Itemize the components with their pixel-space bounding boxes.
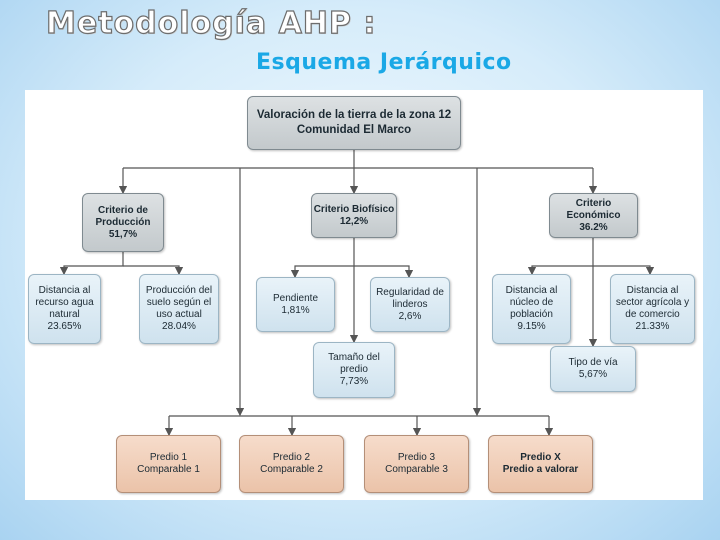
subcriterion-weight: 5,67% (578, 369, 608, 380)
criterion-produccion-box (82, 193, 164, 252)
subcriterion-label: predio (340, 364, 368, 375)
subcriterion-distancia-comercio-box (610, 274, 695, 344)
alternative-label: Predio 1 (149, 452, 188, 463)
criterion-economico-box (549, 193, 638, 238)
subcriterion-weight: 23.65% (47, 321, 82, 332)
alternative-label: Predio X (520, 452, 561, 463)
subcriterion-tipo-via-box (550, 346, 636, 392)
subcriterion-label: Distancia al (38, 285, 91, 296)
subcriterion-label: Tipo de vía (568, 357, 618, 368)
subcriterion-label: Distancia al (626, 285, 679, 296)
subcriterion-label: Regularidad de (376, 286, 444, 298)
subcriterion-weight: 28.04% (162, 321, 196, 332)
alternative-predio-1-box (116, 435, 221, 493)
criterion-label: Criterio (575, 197, 612, 209)
subcriterion-label: linderos (392, 298, 428, 310)
subcriterion-weight: 7,73% (339, 376, 369, 387)
subcriterion-label: población (510, 309, 553, 320)
subcriterion-distancia-poblacion-box (492, 274, 571, 344)
subcriterion-regularidad-box (370, 277, 450, 332)
root-goal-line2: Comunidad El Marco (296, 124, 412, 136)
subcriterion-weight: 9.15% (517, 321, 546, 332)
criterion-label: Producción (95, 216, 151, 228)
criterion-biofisico-box (311, 193, 397, 238)
criterion-label: Criterio de (97, 204, 148, 216)
alternative-label: Comparable 2 (260, 464, 323, 475)
subcriterion-label: Producción del (145, 285, 213, 296)
subcriterion-tamano-box (313, 342, 395, 398)
criterion-label: Criterio Biofísico (313, 203, 395, 215)
root-goal-box (247, 96, 461, 150)
criterion-weight: 36.2% (579, 221, 608, 233)
alternative-predio-x-box (488, 435, 593, 493)
subcriterion-pendiente-box (256, 277, 335, 332)
subcriterion-weight: 21.33% (635, 321, 670, 332)
alternative-label: Comparable 3 (385, 464, 448, 475)
subcriterion-distancia-agua-box (28, 274, 101, 344)
alternative-label: Comparable 1 (137, 464, 200, 475)
subcriterion-label: Distancia al (505, 285, 558, 296)
hierarchy-diagram (25, 90, 703, 500)
subcriterion-weight: 1,81% (281, 304, 310, 316)
criterion-weight: 51,7% (108, 228, 138, 240)
page-title: Metodología AHP : (46, 6, 377, 41)
subcriterion-label: suelo según el (146, 297, 212, 308)
subcriterion-produccion-suelo-box (139, 274, 219, 344)
root-goal-line1: Valoración de la tierra de la zona 12 (256, 109, 452, 121)
criterion-weight: 12,2% (339, 215, 369, 227)
subcriterion-label: recurso agua (35, 297, 94, 308)
subcriterion-label: Pendiente (272, 292, 319, 304)
alternative-label: Predio 3 (397, 452, 436, 463)
page-subtitle: Esquema Jerárquico (256, 50, 512, 75)
subcriterion-label: de comercio (625, 309, 680, 320)
alternative-predio-3-box (364, 435, 469, 493)
subcriterion-label: Tamaño del (328, 352, 380, 363)
subcriterion-weight: 2,6% (398, 310, 422, 322)
subcriterion-label: núcleo de (509, 297, 554, 308)
alternative-label: Predio a valorar (502, 464, 579, 475)
subcriterion-label: sector agrícola y (615, 297, 690, 308)
subcriterion-label: uso actual (156, 309, 202, 320)
alternative-label: Predio 2 (272, 452, 311, 463)
alternative-predio-2-box (239, 435, 344, 493)
subcriterion-label: natural (49, 309, 80, 320)
criterion-label: Económico (566, 209, 621, 221)
